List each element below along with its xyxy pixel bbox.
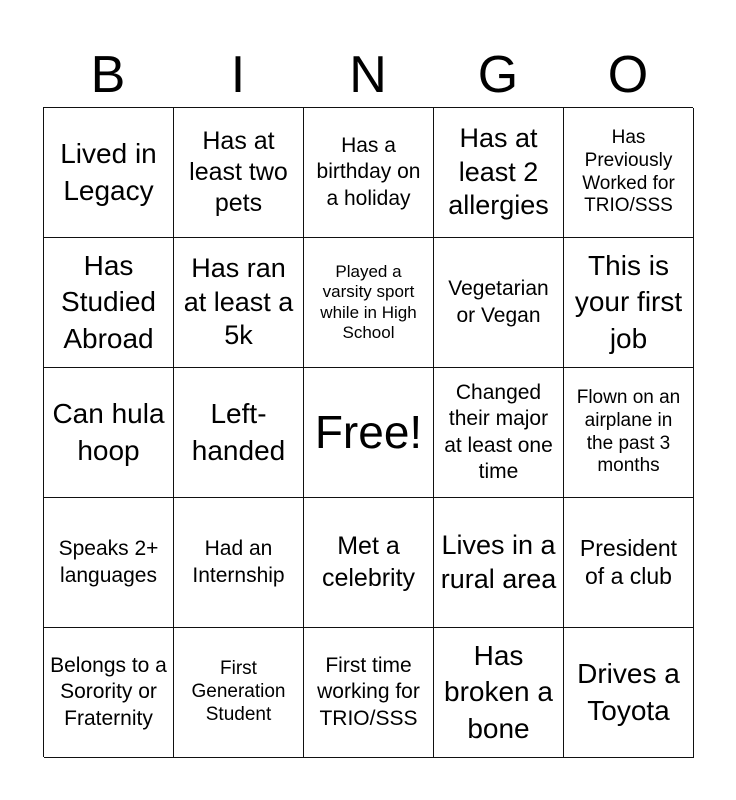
bingo-cell[interactable]: First Generation Student xyxy=(174,628,304,758)
bingo-cell[interactable]: President of a club xyxy=(564,498,694,628)
bingo-cell[interactable]: Had an Internship xyxy=(174,498,304,628)
bingo-cell[interactable]: Lives in a rural area xyxy=(434,498,564,628)
bingo-cell[interactable]: Met a celebrity xyxy=(304,498,434,628)
bingo-cell[interactable]: Speaks 2+ languages xyxy=(44,498,174,628)
bingo-header xyxy=(43,40,693,110)
bingo-cell[interactable]: Can hula hoop xyxy=(44,368,174,498)
bingo-cell[interactable]: Has Studied Abroad xyxy=(44,238,174,368)
bingo-cell[interactable]: Vegetarian or Vegan xyxy=(434,238,564,368)
bingo-cell[interactable]: Has a birthday on a holiday xyxy=(304,108,434,238)
bingo-cell[interactable]: This is your first job xyxy=(564,238,694,368)
free-space[interactable]: Free! xyxy=(304,368,434,498)
bingo-cell[interactable]: Left-handed xyxy=(174,368,304,498)
bingo-cell[interactable]: Played a varsity sport while in High School xyxy=(304,238,434,368)
bingo-cell[interactable]: Has Previously Worked for TRIO/SSS xyxy=(564,108,694,238)
header-letter-n: N xyxy=(349,46,387,104)
bingo-cell[interactable]: Belongs to a Sorority or Fraternity xyxy=(44,628,174,758)
bingo-cell[interactable]: Flown on an airplane in the past 3 months xyxy=(564,368,694,498)
bingo-cell[interactable]: Has at least two pets xyxy=(174,108,304,238)
header-letter-i: I xyxy=(230,46,246,104)
bingo-cell[interactable]: First time working for TRIO/SSS xyxy=(304,628,434,758)
header-letter-b: B xyxy=(90,46,126,104)
header-letter-g: G xyxy=(477,46,519,104)
bingo-cell[interactable]: Has broken a bone xyxy=(434,628,564,758)
bingo-board xyxy=(43,107,693,757)
bingo-cell[interactable]: Changed their major at least one time xyxy=(434,368,564,498)
bingo-cell[interactable]: Drives a Toyota xyxy=(564,628,694,758)
bingo-cell[interactable]: Lived in Legacy xyxy=(44,108,174,238)
bingo-cell[interactable]: Has at least 2 allergies xyxy=(434,108,564,238)
bingo-cell[interactable]: Has ran at least a 5k xyxy=(174,238,304,368)
header-letter-o: O xyxy=(607,46,649,104)
